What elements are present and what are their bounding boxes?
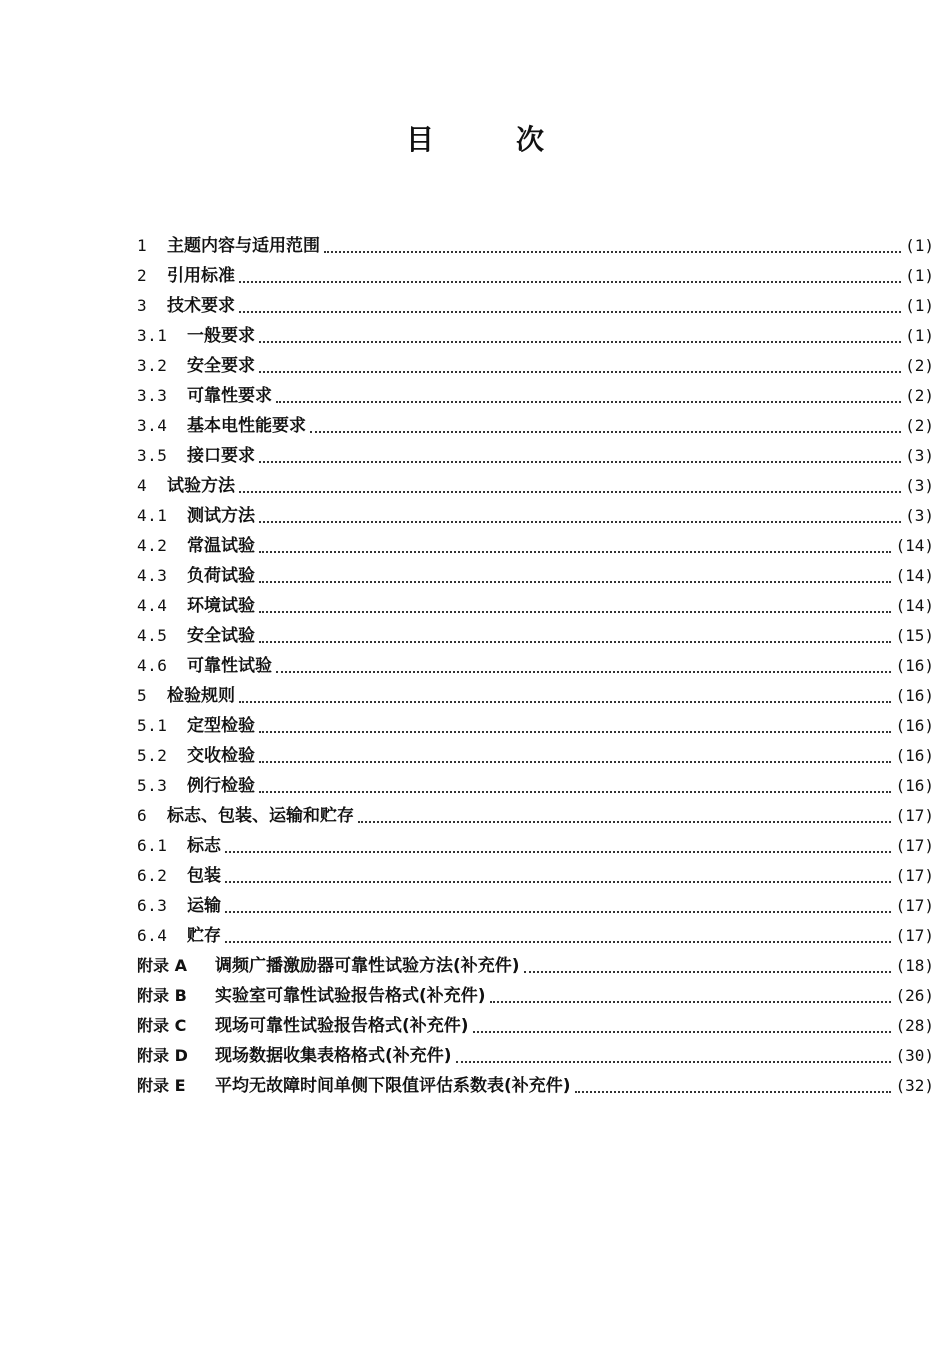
- toc-entry-label: 安全试验: [187, 626, 255, 646]
- toc-entry[interactable]: [137, 951, 934, 981]
- toc-entry-page: (14): [895, 566, 934, 585]
- toc-entry-page: (1): [905, 326, 934, 345]
- toc-entry-label: 可靠性要求: [187, 386, 272, 406]
- toc-entry[interactable]: [137, 231, 934, 261]
- toc-leader-dots: [259, 371, 901, 373]
- toc-entry[interactable]: [137, 1011, 934, 1041]
- toc-entry-number: 3.2: [137, 356, 168, 375]
- toc-entry-page: (16): [895, 716, 934, 735]
- toc-entry-page: (2): [905, 416, 934, 435]
- table-of-contents: [137, 231, 934, 1101]
- toc-entry-number: 1: [137, 236, 148, 255]
- toc-leader-dots: [239, 491, 901, 493]
- toc-entry-page: (14): [895, 596, 934, 615]
- toc-entry-number: 3.1: [137, 326, 168, 345]
- toc-entry-label: 现场数据收集表格格式(补充件): [215, 1046, 452, 1066]
- toc-entry[interactable]: [137, 831, 934, 861]
- toc-leader-dots: [259, 341, 901, 343]
- toc-entry-label: 实验室可靠性试验报告格式(补充件): [215, 986, 486, 1006]
- toc-entry-page: (16): [895, 656, 934, 675]
- toc-entry-label: 平均无故障时间单侧下限值评估系数表(补充件): [215, 1076, 571, 1096]
- toc-entry[interactable]: [137, 1071, 934, 1101]
- toc-entry-number: 6: [137, 806, 148, 825]
- toc-entry-number: 6.1: [137, 836, 168, 855]
- toc-entry-label: 贮存: [187, 926, 221, 946]
- toc-entry-label: 可靠性试验: [187, 656, 272, 676]
- toc-entry-label: 测试方法: [187, 506, 255, 526]
- toc-entry-label: 主题内容与适用范围: [167, 236, 320, 256]
- toc-entry-page: (1): [905, 236, 934, 255]
- toc-entry-label: 负荷试验: [187, 566, 255, 586]
- toc-entry-number: 5.1: [137, 716, 168, 735]
- toc-leader-dots: [225, 881, 891, 883]
- toc-entry[interactable]: [137, 981, 934, 1011]
- toc-entry-label: 一般要求: [187, 326, 255, 346]
- toc-entry-page: (17): [895, 926, 934, 945]
- toc-entry-label: 标志、包装、运输和贮存: [167, 806, 354, 826]
- toc-entry[interactable]: [137, 771, 934, 801]
- toc-entry-number: 4.5: [137, 626, 168, 645]
- toc-entry-number: 4: [137, 476, 148, 495]
- toc-entry-label: 技术要求: [167, 296, 235, 316]
- toc-entry-number: 6.2: [137, 866, 168, 885]
- toc-leader-dots: [259, 791, 891, 793]
- toc-entry-page: (1): [905, 266, 934, 285]
- toc-entry[interactable]: [137, 591, 934, 621]
- toc-entry-label: 环境试验: [187, 596, 255, 616]
- toc-leader-dots: [259, 521, 901, 523]
- toc-leader-dots: [239, 701, 891, 703]
- toc-entry-number: 5.2: [137, 746, 168, 765]
- toc-entry-label: 安全要求: [187, 356, 255, 376]
- toc-entry-label: 检验规则: [167, 686, 235, 706]
- toc-entry-number: 6.4: [137, 926, 168, 945]
- toc-entry-page: (17): [895, 806, 934, 825]
- toc-entry-label: 交收检验: [187, 746, 255, 766]
- toc-leader-dots: [239, 311, 901, 313]
- toc-entry-number: 4.2: [137, 536, 168, 555]
- toc-entry[interactable]: [137, 891, 934, 921]
- toc-entry-label: 现场可靠性试验报告格式(补充件): [215, 1016, 469, 1036]
- toc-entry-page: (1): [905, 296, 934, 315]
- toc-entry-number: 3.3: [137, 386, 168, 405]
- toc-entry-number: 4.6: [137, 656, 168, 675]
- toc-leader-dots: [259, 731, 891, 733]
- toc-entry-page: (17): [895, 866, 934, 885]
- toc-entry[interactable]: [137, 621, 934, 651]
- toc-entry-label: 调频广播激励器可靠性试验方法(补充件): [215, 956, 520, 976]
- toc-entry-page: (26): [895, 986, 934, 1005]
- toc-leader-dots: [225, 851, 891, 853]
- toc-entry[interactable]: [137, 681, 934, 711]
- title-char-2: 次: [516, 123, 545, 156]
- toc-entry-label: 例行检验: [187, 776, 255, 796]
- toc-entry-page: (2): [905, 356, 934, 375]
- toc-entry-number: 5: [137, 686, 148, 705]
- toc-leader-dots: [276, 671, 891, 673]
- toc-entry-page: (30): [895, 1046, 934, 1065]
- toc-leader-dots: [524, 971, 892, 973]
- toc-entry[interactable]: [137, 861, 934, 891]
- toc-entry-label: 运输: [187, 896, 221, 916]
- toc-entry[interactable]: [137, 411, 934, 441]
- toc-entry-number: 3.5: [137, 446, 168, 465]
- toc-entry-number: 附录 D: [137, 1046, 188, 1065]
- toc-entry[interactable]: [137, 441, 934, 471]
- toc-entry-page: (18): [895, 956, 934, 975]
- toc-entry-label: 包装: [187, 866, 221, 886]
- toc-leader-dots: [259, 641, 891, 643]
- toc-entry[interactable]: [137, 711, 934, 741]
- toc-entry[interactable]: [137, 561, 934, 591]
- toc-entry-page: (2): [905, 386, 934, 405]
- toc-entry-page: (14): [895, 536, 934, 555]
- toc-leader-dots: [225, 941, 891, 943]
- toc-entry-number: 附录 C: [137, 1016, 187, 1035]
- toc-entry-number: 3: [137, 296, 148, 315]
- toc-entry-page: (3): [905, 476, 934, 495]
- toc-leader-dots: [259, 611, 891, 613]
- toc-entry-number: 附录 A: [137, 956, 187, 975]
- toc-leader-dots: [324, 251, 901, 253]
- toc-entry-label: 基本电性能要求: [187, 416, 306, 436]
- toc-entry-page: (16): [895, 776, 934, 795]
- toc-leader-dots: [276, 401, 901, 403]
- toc-entry[interactable]: [137, 531, 934, 561]
- toc-entry-number: 附录 B: [137, 986, 187, 1005]
- toc-entry-number: 2: [137, 266, 148, 285]
- toc-leader-dots: [473, 1031, 892, 1033]
- toc-entry-label: 引用标准: [167, 266, 235, 286]
- toc-entry[interactable]: [137, 921, 934, 951]
- toc-entry-number: 4.3: [137, 566, 168, 585]
- toc-entry-label: 接口要求: [187, 446, 255, 466]
- toc-entry[interactable]: [137, 741, 934, 771]
- toc-entry[interactable]: [137, 651, 934, 681]
- toc-entry[interactable]: [137, 381, 934, 411]
- toc-leader-dots: [239, 281, 901, 283]
- toc-entry[interactable]: [137, 291, 934, 321]
- toc-leader-dots: [259, 761, 891, 763]
- toc-leader-dots: [259, 551, 891, 553]
- toc-entry[interactable]: [137, 801, 934, 831]
- toc-entry-number: 5.3: [137, 776, 168, 795]
- toc-entry-page: (16): [895, 746, 934, 765]
- toc-entry-page: (3): [905, 506, 934, 525]
- toc-entry[interactable]: [137, 351, 934, 381]
- toc-entry-page: (15): [895, 626, 934, 645]
- toc-entry[interactable]: [137, 471, 934, 501]
- toc-entry[interactable]: [137, 261, 934, 291]
- toc-leader-dots: [490, 1001, 892, 1003]
- toc-entry-number: 附录 E: [137, 1076, 186, 1095]
- toc-entry-number: 3.4: [137, 416, 168, 435]
- toc-entry-page: (28): [895, 1016, 934, 1035]
- toc-leader-dots: [358, 821, 891, 823]
- toc-entry-number: 4.1: [137, 506, 168, 525]
- toc-entry-page: (3): [905, 446, 934, 465]
- toc-entry-number: 6.3: [137, 896, 168, 915]
- toc-leader-dots: [259, 461, 901, 463]
- toc-entry-label: 定型检验: [187, 716, 255, 736]
- toc-leader-dots: [259, 581, 891, 583]
- toc-entry[interactable]: [137, 321, 934, 351]
- page-title: [0, 118, 950, 158]
- toc-leader-dots: [456, 1061, 892, 1063]
- toc-leader-dots: [575, 1091, 892, 1093]
- toc-leader-dots: [310, 431, 901, 433]
- toc-entry-label: 标志: [187, 836, 221, 856]
- toc-entry[interactable]: [137, 501, 934, 531]
- toc-entry-page: (17): [895, 836, 934, 855]
- toc-entry[interactable]: [137, 1041, 934, 1071]
- toc-entry-label: 试验方法: [167, 476, 235, 496]
- toc-entry-page: (17): [895, 896, 934, 915]
- toc-leader-dots: [225, 911, 891, 913]
- toc-entry-page: (16): [895, 686, 934, 705]
- toc-entry-number: 4.4: [137, 596, 168, 615]
- toc-entry-label: 常温试验: [187, 536, 255, 556]
- toc-entry-page: (32): [895, 1076, 934, 1095]
- title-char-1: 目: [405, 123, 434, 156]
